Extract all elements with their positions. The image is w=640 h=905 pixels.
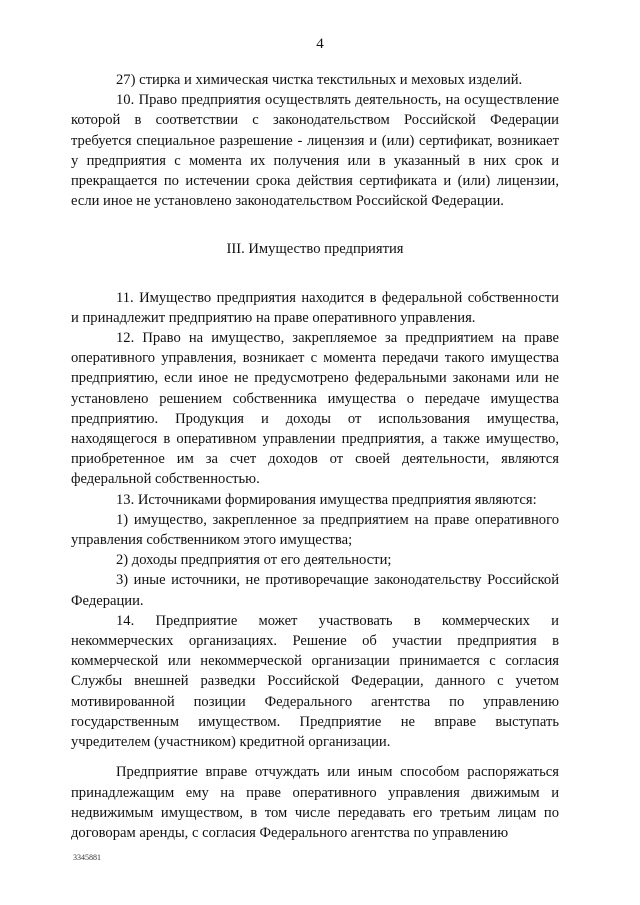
paragraph-14: 14. Предприятие может участвовать в коммерческих и некоммерческих организациях. Решение об участии предприятия в коммерческой или некоммерческой организации принимается с согласия Службы внешней разведки Российской Федерации, данного с учетом мотивированной позиции Федерального агентства по управлению государственным имуществом. Предприятие не вправе выступать учредителем (участником) кредитной организации. [71,612,559,751]
paragraph-property-disposal: Предприятие вправе отчуждать или иным способом распоряжаться принадлежащим ему на праве оперативного управления движимым и недвижимым имуществом, в том числе передавать его третьим лицам по договорам аренды, с согласия Федерального агентства по управлению [71,764,559,841]
paragraph-13-item-3: 3) иные источники, не противоречащие законодательству Российской Федерации. [71,572,559,609]
list-item-27: 27) стирка и химическая чистка текстильных и меховых изделий. [116,72,523,88]
section-heading: III. Имущество предприятия [226,241,404,258]
document-code: 3345881 [73,853,101,862]
paragraph-12: 12. Право на имущество, закрепляемое за предприятием на праве оперативного управления, возникает с момента передачи такого имущества предприятию, если иное не предусмотрено федеральными законами или не установлено решением собственника имущества о передаче имущества предприятию. Продукция и доходы от использования имущества, находящегося в оперативном управлении предприятия, а также имущество, приобретенное им за счет доходов от своей деятельности, являются федеральной собственностью. [71,330,559,488]
paragraph-13-item-1: 1) имущество, закрепленное за предприятием на праве оперативного управления собственником этого имущества; [71,511,559,549]
paragraph-10: 10. Право предприятия осуществлять деятельность, на осуществление которой в соответствии с законодательством Российской Федерации требуется специальное разрешение - лицензия и (или) сертификат, возникает у предприятия с момента их получения или в указанный в них срок и прекращается по истечении срока действия сертификата и (или) лицензии, если иное не установлено законодательством Российской Федерации. [71,92,559,210]
page-number: 4 [316,36,324,52]
paragraph-13-item-2: 2) доходы предприятия от его деятельности; [116,552,392,569]
paragraph-11: 11. Имущество предприятия находится в федеральной собственности и принадлежит предприятию на праве оперативного управления. [71,289,559,326]
document-body [71,70,559,843]
paragraph-13: 13. Источниками формирования имущества предприятия являются: [116,491,537,508]
